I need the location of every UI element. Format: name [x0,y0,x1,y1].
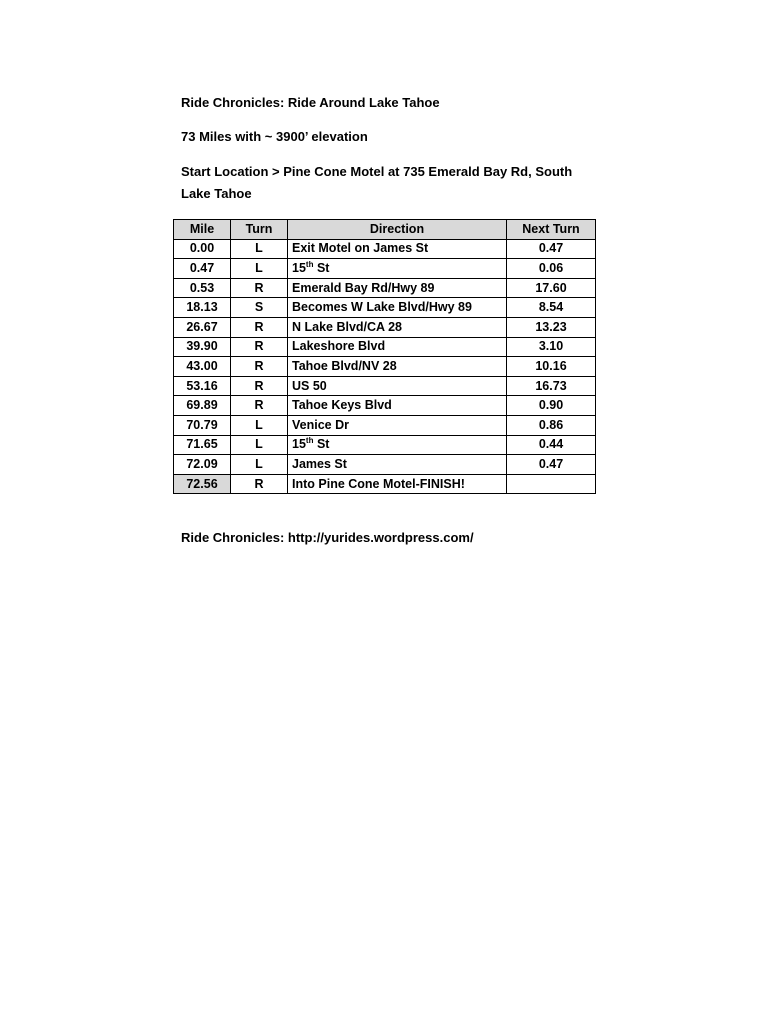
direction-number: 15 [292,260,306,275]
document-title: Ride Chronicles: Ride Around Lake Tahoe [181,95,440,110]
cell-direction: Becomes W Lake Blvd/Hwy 89 [288,298,507,318]
cell-next-turn: 13.23 [507,317,596,337]
cell-next-turn: 3.10 [507,337,596,357]
start-location: Start Location > Pine Cone Motel at 735 Emerald Bay Rd, South Lake Tahoe [181,164,573,201]
cell-turn: L [231,415,288,435]
table-row [174,317,596,337]
table-row [174,396,596,416]
cell-direction: Venice Dr [288,415,507,435]
cell-direction: Exit Motel on James St [288,239,507,259]
cell-turn: R [231,376,288,396]
cell-mile: 39.90 [174,337,231,357]
cell-turn: L [231,239,288,259]
cell-mile: 0.53 [174,278,231,298]
cell-direction [288,435,507,455]
direction-number: 15 [292,437,306,452]
cell-direction: Tahoe Blvd/NV 28 [288,357,507,377]
cell-direction: Tahoe Keys Blvd [288,396,507,416]
cue-sheet-table [173,219,596,494]
cell-direction: Emerald Bay Rd/Hwy 89 [288,278,507,298]
cell-mile: 72.56 [174,474,231,494]
cell-mile: 0.47 [174,259,231,279]
cell-turn: S [231,298,288,318]
cell-mile: 72.09 [174,455,231,475]
direction-street: St [313,260,330,275]
cell-mile: 26.67 [174,317,231,337]
cell-mile: 43.00 [174,357,231,377]
cell-turn: R [231,474,288,494]
table-row [174,376,596,396]
cell-next-turn [507,474,596,494]
cell-mile: 18.13 [174,298,231,318]
table-row [174,357,596,377]
cell-next-turn: 0.47 [507,239,596,259]
cell-turn: R [231,396,288,416]
table-row [174,337,596,357]
cell-turn: L [231,455,288,475]
cell-mile: 53.16 [174,376,231,396]
cell-direction: US 50 [288,376,507,396]
header-next-turn: Next Turn [507,220,596,240]
cell-next-turn: 0.47 [507,455,596,475]
cell-mile: 70.79 [174,415,231,435]
table-row [174,435,596,455]
cell-mile: 69.89 [174,396,231,416]
table-row [174,239,596,259]
cell-turn: R [231,278,288,298]
header-direction: Direction [288,220,507,240]
cell-next-turn: 0.86 [507,415,596,435]
cell-direction: N Lake Blvd/CA 28 [288,317,507,337]
table-row [174,298,596,318]
cell-next-turn: 0.06 [507,259,596,279]
direction-street: St [313,437,330,452]
cell-next-turn: 0.44 [507,435,596,455]
cell-mile: 0.00 [174,239,231,259]
cell-direction: Into Pine Cone Motel-FINISH! [288,474,507,494]
cell-turn: R [231,357,288,377]
cell-next-turn: 10.16 [507,357,596,377]
cell-turn: L [231,259,288,279]
cell-direction [288,259,507,279]
header-turn: Turn [231,220,288,240]
cell-turn: R [231,337,288,357]
footer-link-text: Ride Chronicles: http://yurides.wordpress.com/ [181,530,474,545]
table-row [174,278,596,298]
cell-next-turn: 8.54 [507,298,596,318]
table-row [174,415,596,435]
header-mile: Mile [174,220,231,240]
table-row [174,259,596,279]
ordinal-suffix: th [305,259,314,269]
cell-next-turn: 0.90 [507,396,596,416]
ride-stats: 73 Miles with ~ 3900’ elevation [181,129,368,144]
cell-direction: James St [288,455,507,475]
ordinal-suffix: th [305,436,314,446]
table-row-finish [174,474,596,494]
cell-mile: 71.65 [174,435,231,455]
table-header-row [174,220,596,240]
cell-next-turn: 16.73 [507,376,596,396]
cell-turn: L [231,435,288,455]
table-row [174,455,596,475]
cell-turn: R [231,317,288,337]
cell-direction: Lakeshore Blvd [288,337,507,357]
cell-next-turn: 17.60 [507,278,596,298]
